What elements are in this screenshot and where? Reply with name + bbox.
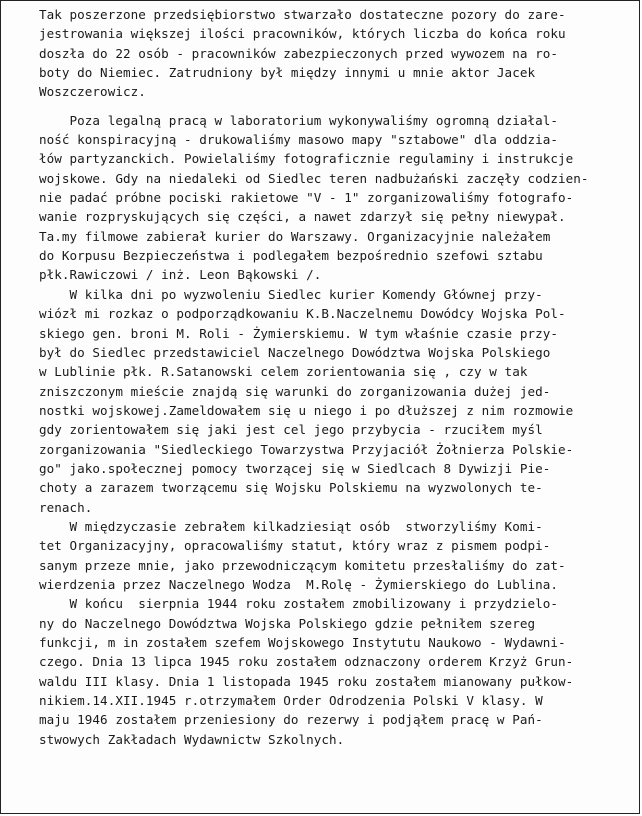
text-line: Poza legalną pracą w laboratorium wykonywaliśmy ogromną działal- xyxy=(39,112,558,128)
text-line: jestrowania większej ilości pracowników, których liczba do końca roku xyxy=(39,26,566,42)
text-line: doszła do 22 osób - pracowników zabezpieczonych przed wywozem na ro- xyxy=(39,45,558,61)
text-line: gdy zorientowałem się jaki jest cel jego przybycia - rzuciłem myśl xyxy=(39,422,543,438)
text-line: Tak poszerzone przedsiębiorstwo stwarzało dostateczne pozory do zare- xyxy=(39,7,566,22)
text-line: zniszczonym mieście znajdą się warunki do zorganizowania dużej jed- xyxy=(39,383,551,399)
text-line: sanym przeze mnie, jako przewodniczącym komitetu przesłaliśmy do zat- xyxy=(39,557,566,573)
text-line: wierdzenia przez Naczelnego Wodza M.Rolę - Żymierskiego do Lublina. xyxy=(39,576,558,592)
text-line: Ta.my filmowe zabierał kurier do Warszawy. Organizacyjnie należałem xyxy=(39,228,551,244)
text-line: waldu III klasy. Dnia 1 listopada 1945 roku zostałem mianowany pułkow- xyxy=(39,673,574,689)
text-line: maju 1946 zostałem przeniesiony do rezerwy i podjąłem pracę w Pań- xyxy=(39,712,543,728)
text-line: ny do Naczelnego Dowództwa Wojska Polskiego gdzie pełniłem szereg xyxy=(39,615,536,631)
text-line: nikiem.14.XII.1945 r.otrzymałem Order Odrodzenia Polski V klasy. W xyxy=(39,693,543,709)
text-line: ność konspiracyjną - drukowaliśmy masowo mapy "sztabowe" dla oddzia- xyxy=(39,132,558,148)
text-line: wiózł mi rozkaz o podporządkowaniu K.B.Naczelnemu Dowódcy Wojska Pol- xyxy=(39,306,566,322)
text-line: płk.Rawiczowi / inż. Leon Bąkowski /. xyxy=(39,267,322,283)
text-line: nie padać próbne pociski rakietowe "V - 1" zorganizowaliśmy fotografo- xyxy=(39,190,574,206)
text-line: funkcji, m in zostałem szefem Wojskowego Instytutu Naukowo - Wydawni- xyxy=(39,635,566,650)
paragraph-gap xyxy=(39,102,635,111)
text-line: W kilka dni po wyzwoleniu Siedlec kurier Komendy Głównej przy- xyxy=(39,286,543,302)
text-line: łów partyzanckich. Powielaliśmy fotograficznie regulaminy i instrukcje xyxy=(39,151,574,167)
document-body xyxy=(39,5,635,749)
text-line: Woszczerowicz. xyxy=(39,84,146,100)
paragraph xyxy=(39,594,635,749)
paragraph xyxy=(39,111,635,285)
text-line: wanie rozpryskujących się części, a nawet zdarzył się pełny niewypał. xyxy=(39,209,566,225)
text-line: nostki wojskowej.Zameldowałem się u niego i po dłuższej z nim rozmowie xyxy=(39,402,574,418)
paragraph xyxy=(39,285,635,517)
text-line: boty do Niemiec. Zatrudniony był między innymi u mnie aktor Jacek xyxy=(39,65,536,81)
text-line: w Lublinie płk. R.Satanowski celem zorientowania się , czy w tak xyxy=(39,364,528,380)
text-line: tet Organizacyjny, opracowaliśmy statut, który wraz z pismem podpi- xyxy=(39,538,551,554)
text-line: do Korpusu Bezpieczeństwa i podlegałem bezpośrednio szefowi sztabu xyxy=(39,248,543,264)
text-line: W międzyczasie zebrałem kilkadziesiąt osób stworzyliśmy Komi- xyxy=(39,518,543,534)
text-line: skiego gen. broni M. Roli - Żymierskiemu. W tym właśnie czasie przy- xyxy=(39,325,558,341)
text-line: był do Siedlec przedstawiciel Naczelnego Dowództwa Wojska Polskiego xyxy=(39,344,551,360)
text-line: W końcu sierpnia 1944 roku zostałem zmobilizowany i przydzielo- xyxy=(39,596,558,612)
text-line: renach. xyxy=(39,499,93,515)
text-line: stwowych Zakładach Wydawnictw Szkolnych. xyxy=(39,731,345,747)
text-line: czego. Dnia 13 lipca 1945 roku zostałem odznaczony orderem Krzyż Grun- xyxy=(39,654,574,670)
paragraph xyxy=(39,5,635,102)
text-line: choty a zarazem tworzącemu się Wojsku Polskiemu na wyzwolonych te- xyxy=(39,480,543,496)
text-line: go" jako.społecznej pomocy tworzącej się w Siedlcach 8 Dywizji Pie- xyxy=(39,460,551,476)
text-line: zorganizowania "Siedleckiego Towarzystwa Przyjaciół Żołnierza Polskie- xyxy=(39,441,574,457)
text-line: wojskowe. Gdy na niedaleki od Siedlec teren nadbużański zaczęły codzien- xyxy=(39,170,589,186)
paragraph xyxy=(39,517,635,594)
